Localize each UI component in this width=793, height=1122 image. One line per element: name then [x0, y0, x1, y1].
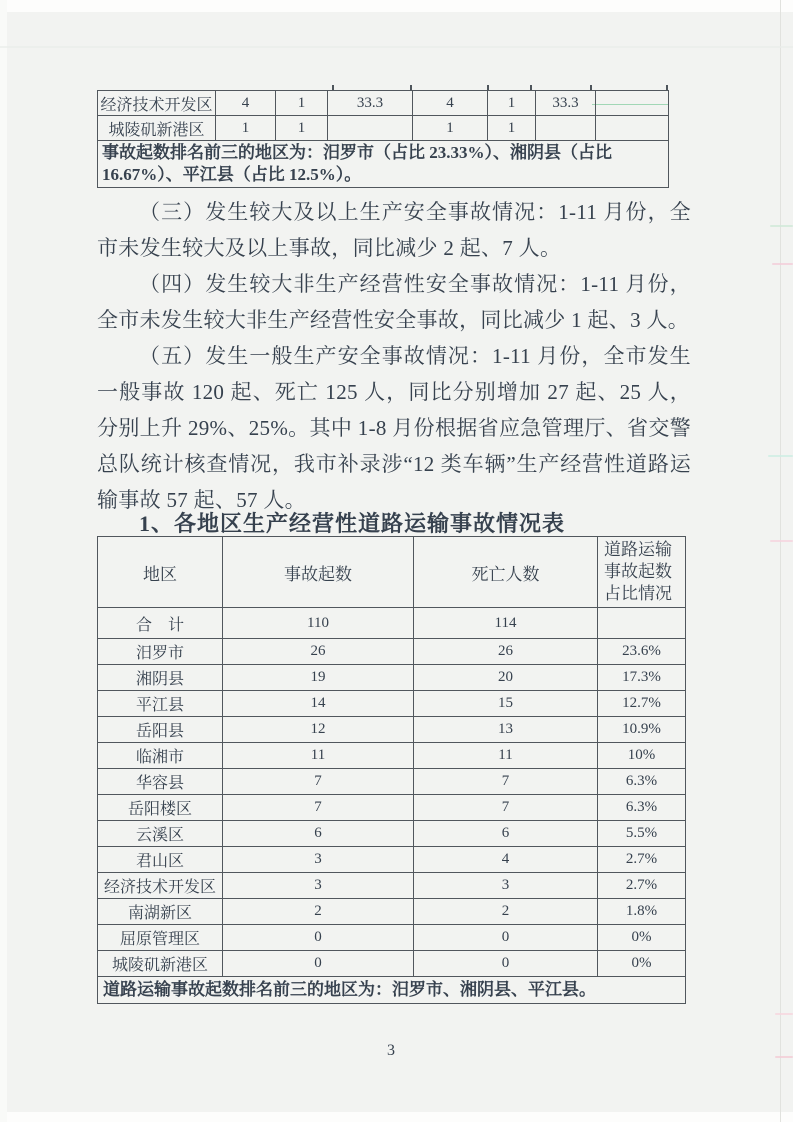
top-table-note: 事故起数排名前三的地区为：汨罗市（占比 23.33%）、湘阴县（占比 16.67%）、平江县（占比 12.5%）。 [98, 141, 669, 188]
top-value-cell: 1 [413, 116, 488, 141]
header-share: 道路运输事故起数占比情况 [598, 537, 686, 608]
road-region-cell: 君山区 [98, 847, 223, 873]
road-region-cell: 南湖新区 [98, 899, 223, 925]
road-deaths-cell: 4 [414, 847, 598, 873]
road-accidents-cell: 0 [223, 951, 414, 977]
top-value-cell: 1 [276, 91, 328, 116]
top-value-cell: 4 [216, 91, 276, 116]
road-region-cell: 华容县 [98, 769, 223, 795]
road-region-cell: 经济技术开发区 [98, 873, 223, 899]
road-deaths-cell: 7 [414, 769, 598, 795]
road-deaths-cell: 11 [414, 743, 598, 769]
top-table-body [98, 91, 669, 141]
scan-edge-bottom [0, 1112, 793, 1122]
top-accident-table [97, 90, 669, 188]
top-table-row [98, 116, 669, 141]
road-table-header-row [98, 537, 686, 608]
road-table-note: 道路运输事故起数排名前三的地区为：汨罗市、湘阴县、平江县。 [98, 977, 686, 1004]
road-accidents-cell: 2 [223, 899, 414, 925]
top-value-cell [596, 91, 669, 116]
top-value-cell: 33.3 [536, 91, 596, 116]
top-value-cell [596, 116, 669, 141]
paragraph-5: （五）发生一般生产安全事故情况：1-11 月份，全市发生一般事故 120 起、死亡 125 人，同比分别增加 27 起、25 人，分别上升 29%、25%。其中 1-8 月份根据省应急管理厅、省交警总队统计核查情况，我市补录涉“12 类车辆”生产经营性道路运输事故 57 起、57 人。 [97, 344, 691, 512]
road-deaths-cell: 6 [414, 821, 598, 847]
body-text [97, 194, 691, 518]
road-accidents-cell: 12 [223, 717, 414, 743]
road-region-cell: 云溪区 [98, 821, 223, 847]
top-value-cell: 4 [413, 91, 488, 116]
header-death-count: 死亡人数 [414, 537, 598, 608]
road-accidents-cell: 0 [223, 925, 414, 951]
road-accidents-cell: 19 [223, 665, 414, 691]
paragraph-4: （四）发生较大非生产经营性安全事故情况：1-11 月份，全市未发生较大非生产经营性安全事故，同比减少 1 起、3 人。 [97, 272, 691, 332]
scan-streak [772, 263, 793, 265]
road-accidents-cell: 14 [223, 691, 414, 717]
road-region-cell: 屈原管理区 [98, 925, 223, 951]
road-table-row [98, 899, 686, 925]
road-accident-table [97, 536, 686, 1004]
road-accidents-cell: 3 [223, 847, 414, 873]
road-share-cell: 17.3% [598, 665, 686, 691]
scan-edge-left [0, 0, 7, 1122]
road-region-cell: 城陵矶新港区 [98, 951, 223, 977]
road-accidents-cell: 7 [223, 795, 414, 821]
road-share-cell: 6.3% [598, 769, 686, 795]
top-value-cell [328, 116, 413, 141]
road-share-cell: 10% [598, 743, 686, 769]
scan-edge-right [780, 0, 781, 1122]
road-table-row [98, 639, 686, 665]
top-table-row [98, 91, 669, 116]
road-share-cell [598, 608, 686, 639]
road-deaths-cell: 13 [414, 717, 598, 743]
top-region-cell: 城陵矶新港区 [98, 116, 216, 141]
page-number: 3 [387, 1042, 395, 1059]
road-region-cell: 岳阳县 [98, 717, 223, 743]
top-value-cell: 1 [488, 116, 536, 141]
top-value-cell: 1 [216, 116, 276, 141]
scan-streak [770, 540, 793, 542]
road-region-cell: 平江县 [98, 691, 223, 717]
road-accidents-cell: 110 [223, 608, 414, 639]
road-region-cell: 湘阴县 [98, 665, 223, 691]
road-deaths-cell: 2 [414, 899, 598, 925]
scan-edge-top [0, 0, 793, 12]
road-accidents-cell: 3 [223, 873, 414, 899]
scan-streak [768, 455, 793, 457]
road-deaths-cell: 26 [414, 639, 598, 665]
road-share-cell: 5.5% [598, 821, 686, 847]
road-table-row [98, 847, 686, 873]
road-table-body [98, 608, 686, 977]
road-share-cell: 12.7% [598, 691, 686, 717]
top-value-cell: 33.3 [328, 91, 413, 116]
scan-streak [770, 225, 793, 227]
road-accidents-cell: 7 [223, 769, 414, 795]
road-table-row [98, 873, 686, 899]
road-table-row [98, 691, 686, 717]
road-share-cell: 6.3% [598, 795, 686, 821]
road-deaths-cell: 0 [414, 951, 598, 977]
road-table-row [98, 608, 686, 639]
road-table-row [98, 925, 686, 951]
road-deaths-cell: 114 [414, 608, 598, 639]
road-share-cell: 2.7% [598, 873, 686, 899]
top-region-cell: 经济技术开发区 [98, 91, 216, 116]
road-region-cell: 临湘市 [98, 743, 223, 769]
road-accidents-cell: 6 [223, 821, 414, 847]
paragraph-3: （三）发生较大及以上生产安全事故情况：1-11 月份，全市未发生较大及以上事故，同比减少 2 起、7 人。 [97, 200, 691, 260]
road-table-title: 1、各地区生产经营性道路运输事故情况表 [139, 511, 566, 536]
road-deaths-cell: 20 [414, 665, 598, 691]
road-accidents-cell: 26 [223, 639, 414, 665]
road-table-row [98, 795, 686, 821]
road-table-row [98, 951, 686, 977]
road-table-row [98, 717, 686, 743]
road-share-cell: 0% [598, 925, 686, 951]
road-accidents-cell: 11 [223, 743, 414, 769]
road-share-cell: 0% [598, 951, 686, 977]
road-deaths-cell: 15 [414, 691, 598, 717]
road-deaths-cell: 7 [414, 795, 598, 821]
road-table-row [98, 821, 686, 847]
road-table-row [98, 769, 686, 795]
top-table-note-row [98, 141, 669, 188]
header-region: 地区 [98, 537, 223, 608]
road-table-row [98, 743, 686, 769]
scan-streak [775, 1013, 793, 1015]
road-region-cell: 汨罗市 [98, 639, 223, 665]
road-deaths-cell: 0 [414, 925, 598, 951]
top-value-cell: 1 [488, 91, 536, 116]
top-value-cell: 1 [276, 116, 328, 141]
road-region-cell: 岳阳楼区 [98, 795, 223, 821]
road-share-cell: 23.6% [598, 639, 686, 665]
road-share-cell: 1.8% [598, 899, 686, 925]
road-table-row [98, 665, 686, 691]
road-table-note-row [98, 977, 686, 1004]
road-region-cell: 合 计 [98, 608, 223, 639]
scan-band [0, 46, 793, 48]
scan-streak [775, 1056, 793, 1058]
header-accident-count: 事故起数 [223, 537, 414, 608]
road-deaths-cell: 3 [414, 873, 598, 899]
road-share-cell: 10.9% [598, 717, 686, 743]
top-value-cell [536, 116, 596, 141]
road-share-cell: 2.7% [598, 847, 686, 873]
